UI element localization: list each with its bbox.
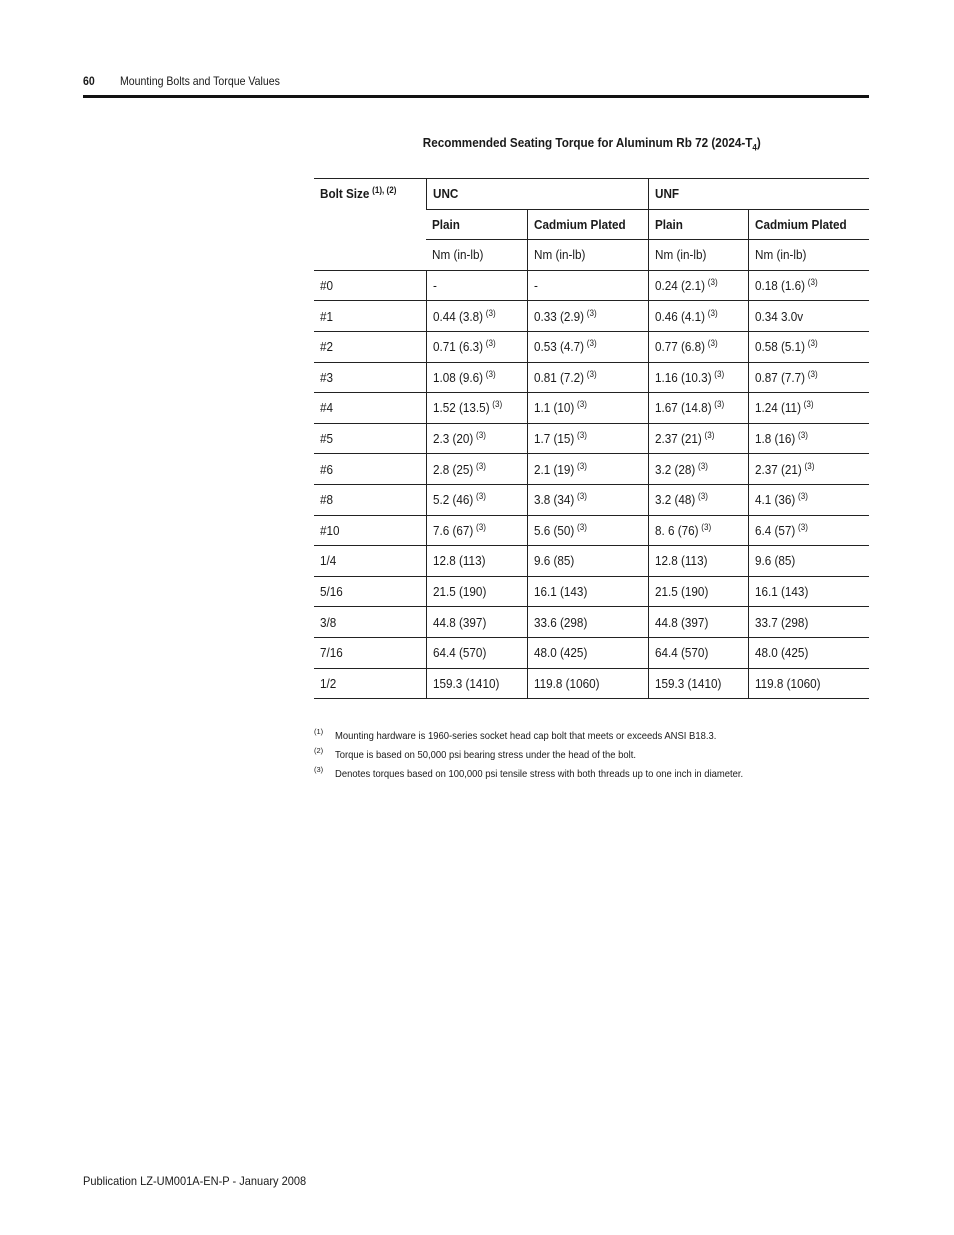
torque-value-cell bbox=[648, 637, 748, 668]
torque-value: 33.6 (298) bbox=[533, 614, 587, 630]
torque-value-cell bbox=[648, 576, 748, 607]
unc-cadmium-header: Cadmium Plated bbox=[527, 209, 648, 240]
torque-value-cell bbox=[527, 515, 648, 546]
torque-value-cell bbox=[527, 607, 648, 638]
table-header-row bbox=[314, 179, 869, 210]
torque-value-cell bbox=[426, 393, 527, 424]
torque-value-cell bbox=[748, 484, 869, 515]
torque-value: 1.08 (9.6) bbox=[432, 369, 483, 385]
torque-value: 2.37 (21) bbox=[654, 431, 702, 447]
footnote-mark: (2) bbox=[314, 746, 324, 755]
torque-value-cell bbox=[748, 576, 869, 607]
table-row bbox=[314, 454, 869, 485]
torque-value-cell bbox=[426, 270, 527, 301]
torque-value: 9.6 (85) bbox=[754, 553, 795, 569]
footnote bbox=[314, 727, 869, 749]
torque-value: 2.8 (25) bbox=[432, 461, 473, 477]
table-row bbox=[314, 515, 869, 546]
torque-value: 3.2 (48) bbox=[654, 492, 695, 508]
torque-value: 0.53 (4.7) bbox=[533, 339, 584, 355]
torque-value-cell bbox=[527, 637, 648, 668]
torque-value: 16.1 (143) bbox=[754, 584, 808, 600]
torque-value-cell bbox=[748, 546, 869, 577]
torque-value-cell bbox=[426, 576, 527, 607]
bolt-size-cell: 1/2 bbox=[314, 668, 426, 699]
caption-text: Recommended Seating Torque for Aluminum Rb 72 (2024-T bbox=[422, 135, 753, 150]
bolt-size-cell: 1/4 bbox=[314, 546, 426, 577]
torque-value: - bbox=[432, 278, 437, 294]
torque-value: 8. 6 (76) bbox=[654, 522, 699, 538]
footnote-text: Mounting hardware is 1960-series socket head cap bolt that meets or exceeds ANSI B18.3. bbox=[335, 730, 717, 742]
torque-value-cell bbox=[527, 270, 648, 301]
unit-cell: Nm (in-lb) bbox=[426, 240, 527, 271]
footnote-ref: (3) bbox=[485, 368, 496, 379]
footnote-ref: (3) bbox=[707, 307, 718, 318]
footnote-ref: (3) bbox=[713, 368, 724, 379]
footnote-ref: (3) bbox=[797, 491, 808, 502]
torque-value: 21.5 (190) bbox=[654, 584, 708, 600]
torque-value-cell bbox=[648, 362, 748, 393]
bolt-size-cell: #1 bbox=[314, 301, 426, 332]
unf-cadmium-header: Cadmium Plated bbox=[748, 209, 869, 240]
bolt-size-header bbox=[314, 179, 426, 271]
bolt-size-label: Bolt Size bbox=[320, 186, 370, 201]
torque-value: 44.8 (397) bbox=[654, 614, 708, 630]
torque-value-cell bbox=[426, 454, 527, 485]
torque-value: 0.44 (3.8) bbox=[432, 308, 483, 324]
footnote-ref: (3) bbox=[697, 460, 708, 471]
table-row bbox=[314, 393, 869, 424]
header-rule bbox=[83, 95, 869, 98]
torque-value: 1.8 (16) bbox=[754, 431, 795, 447]
torque-value: 119.8 (1060) bbox=[754, 675, 821, 691]
torque-value: 48.0 (425) bbox=[533, 645, 587, 661]
bolt-size-cell: #10 bbox=[314, 515, 426, 546]
torque-value: 159.3 (1410) bbox=[654, 675, 721, 691]
table-row bbox=[314, 331, 869, 362]
torque-value: 12.8 (113) bbox=[654, 553, 707, 569]
torque-value: 2.1 (19) bbox=[533, 461, 574, 477]
torque-value: 1.52 (13.5) bbox=[432, 400, 490, 416]
torque-value-cell bbox=[648, 515, 748, 546]
torque-value-cell bbox=[748, 607, 869, 638]
footnote-ref: (3) bbox=[704, 430, 714, 441]
torque-value: 0.33 (2.9) bbox=[533, 308, 584, 324]
torque-value-cell bbox=[648, 423, 748, 454]
torque-value: 1.24 (11) bbox=[754, 400, 801, 416]
torque-value-cell bbox=[527, 484, 648, 515]
page-number: 60 bbox=[83, 74, 95, 88]
table-row bbox=[314, 546, 869, 577]
footnote-ref: (3) bbox=[700, 521, 711, 532]
torque-value-cell bbox=[426, 637, 527, 668]
bolt-size-cell: 3/8 bbox=[314, 607, 426, 638]
bolt-size-cell: 7/16 bbox=[314, 637, 426, 668]
footnote-ref: (3) bbox=[797, 430, 808, 441]
torque-value: 0.81 (7.2) bbox=[533, 369, 584, 385]
torque-value-cell bbox=[527, 301, 648, 332]
torque-value-cell bbox=[426, 546, 527, 577]
bolt-size-cell: #5 bbox=[314, 423, 426, 454]
unf-plain-header: Plain bbox=[648, 209, 748, 240]
torque-value-cell bbox=[648, 668, 748, 699]
torque-value-cell bbox=[527, 393, 648, 424]
torque-value: 3.8 (34) bbox=[533, 492, 574, 508]
unit-cell: Nm (in-lb) bbox=[648, 240, 748, 271]
torque-value: 0.87 (7.7) bbox=[754, 369, 805, 385]
torque-value: 64.4 (570) bbox=[654, 645, 708, 661]
footnote-ref: (3) bbox=[576, 460, 587, 471]
torque-value-cell bbox=[426, 423, 527, 454]
torque-value: 0.71 (6.3) bbox=[432, 339, 483, 355]
group-unf-header: UNF bbox=[648, 179, 869, 210]
footnote-ref: (3) bbox=[697, 491, 708, 502]
torque-value-cell bbox=[748, 362, 869, 393]
footnote-ref: (3) bbox=[586, 338, 597, 349]
torque-value-cell bbox=[426, 515, 527, 546]
torque-value-cell bbox=[426, 301, 527, 332]
footnote-ref: (3) bbox=[713, 399, 724, 410]
bolt-size-cell: #4 bbox=[314, 393, 426, 424]
torque-value-cell bbox=[527, 576, 648, 607]
footnote-ref: (3) bbox=[475, 430, 486, 441]
footnote-ref: (3) bbox=[475, 460, 486, 471]
page-header bbox=[83, 72, 869, 94]
torque-table bbox=[314, 178, 869, 699]
torque-value: 0.77 (6.8) bbox=[654, 339, 705, 355]
torque-value: 44.8 (397) bbox=[432, 614, 486, 630]
group-unc-header: UNC bbox=[426, 179, 648, 210]
footnote bbox=[314, 765, 869, 787]
footnote-ref: (3) bbox=[475, 491, 486, 502]
torque-value: 3.2 (28) bbox=[654, 461, 695, 477]
table-row bbox=[314, 668, 869, 699]
footnote-ref: (3) bbox=[797, 521, 808, 532]
torque-value: 1.16 (10.3) bbox=[654, 369, 712, 385]
bolt-size-cell: #2 bbox=[314, 331, 426, 362]
torque-value-cell bbox=[527, 423, 648, 454]
footnote-mark: (1) bbox=[314, 727, 324, 736]
torque-value-cell bbox=[748, 393, 869, 424]
torque-value-cell bbox=[527, 454, 648, 485]
torque-value-cell bbox=[748, 637, 869, 668]
caption-subscript: 4 bbox=[752, 142, 757, 153]
torque-value: 5.6 (50) bbox=[533, 522, 574, 538]
torque-value-cell bbox=[426, 607, 527, 638]
unit-cell: Nm (in-lb) bbox=[748, 240, 869, 271]
section-title: Mounting Bolts and Torque Values bbox=[120, 74, 280, 88]
torque-value-cell bbox=[648, 331, 748, 362]
table-row bbox=[314, 637, 869, 668]
torque-value: 2.37 (21) bbox=[754, 461, 802, 477]
torque-value-cell bbox=[648, 484, 748, 515]
table-row bbox=[314, 270, 869, 301]
page-footer: Publication LZ-UM001A-EN-P - January 2008 bbox=[83, 1174, 307, 1188]
torque-value: 4.1 (36) bbox=[754, 492, 795, 508]
torque-value: 9.6 (85) bbox=[533, 553, 574, 569]
footnote-ref: (3) bbox=[586, 307, 597, 318]
footnote-ref: (3) bbox=[807, 338, 818, 349]
bolt-size-cell: #3 bbox=[314, 362, 426, 393]
table-row bbox=[314, 301, 869, 332]
footnote-ref: (3) bbox=[576, 521, 587, 532]
footnote-mark: (3) bbox=[314, 765, 324, 774]
footnote-ref: (3) bbox=[707, 277, 718, 288]
torque-value-cell bbox=[648, 546, 748, 577]
torque-value-cell bbox=[426, 331, 527, 362]
torque-value-cell bbox=[648, 301, 748, 332]
torque-value: 0.34 3.0v bbox=[754, 308, 803, 324]
torque-value-cell bbox=[748, 668, 869, 699]
footnote-ref: (3) bbox=[475, 521, 486, 532]
torque-value-cell bbox=[527, 546, 648, 577]
torque-value: 64.4 (570) bbox=[432, 645, 486, 661]
table-row bbox=[314, 484, 869, 515]
torque-value: 12.8 (113) bbox=[432, 553, 485, 569]
torque-value: 16.1 (143) bbox=[533, 584, 587, 600]
torque-value: 7.6 (67) bbox=[432, 522, 473, 538]
unit-cell: Nm (in-lb) bbox=[527, 240, 648, 271]
footnote-ref: (3) bbox=[807, 368, 818, 379]
torque-value: 1.1 (10) bbox=[533, 400, 574, 416]
footnote-ref: (3) bbox=[576, 430, 587, 441]
bolt-size-cell: 5/16 bbox=[314, 576, 426, 607]
table-row bbox=[314, 576, 869, 607]
torque-value: 119.8 (1060) bbox=[533, 675, 599, 691]
torque-value-cell bbox=[426, 668, 527, 699]
unc-plain-header: Plain bbox=[426, 209, 527, 240]
torque-value: 2.3 (20) bbox=[432, 431, 473, 447]
torque-value-cell bbox=[748, 423, 869, 454]
caption-end: ) bbox=[756, 135, 761, 150]
torque-value: 21.5 (190) bbox=[432, 584, 486, 600]
torque-value: 159.3 (1410) bbox=[432, 675, 499, 691]
torque-value-cell bbox=[748, 270, 869, 301]
torque-value-cell bbox=[527, 668, 648, 699]
torque-value: 1.7 (15) bbox=[533, 431, 574, 447]
footnote-ref: (3) bbox=[586, 368, 597, 379]
torque-value: 0.18 (1.6) bbox=[754, 278, 805, 294]
torque-value: 33.7 (298) bbox=[754, 614, 808, 630]
footnotes bbox=[314, 727, 869, 787]
footnote-ref: (3) bbox=[485, 307, 496, 318]
torque-value-cell bbox=[748, 331, 869, 362]
table-caption bbox=[314, 135, 869, 153]
torque-value-cell bbox=[748, 515, 869, 546]
footnote-ref: (3) bbox=[576, 399, 587, 410]
footnote-ref: (3) bbox=[707, 338, 718, 349]
torque-value: 0.58 (5.1) bbox=[754, 339, 805, 355]
footnote bbox=[314, 746, 869, 768]
footnote-ref: (3) bbox=[485, 338, 496, 349]
footnote-text: Torque is based on 50,000 psi bearing stress under the head of the bolt. bbox=[335, 749, 637, 761]
torque-value: 6.4 (57) bbox=[754, 522, 795, 538]
footnote-ref: (3) bbox=[804, 460, 814, 471]
torque-value-cell bbox=[426, 362, 527, 393]
footnote-ref: (3) bbox=[803, 399, 814, 410]
torque-value: - bbox=[533, 278, 538, 294]
torque-value: 0.46 (4.1) bbox=[654, 308, 705, 324]
torque-value: 5.2 (46) bbox=[432, 492, 473, 508]
bolt-size-notes: (1), (2) bbox=[372, 185, 397, 195]
torque-value-cell bbox=[648, 607, 748, 638]
torque-value-cell bbox=[648, 393, 748, 424]
bolt-size-cell: #8 bbox=[314, 484, 426, 515]
footnote-ref: (3) bbox=[491, 399, 502, 410]
footnote-ref: (3) bbox=[576, 491, 587, 502]
footnote-text: Denotes torques based on 100,000 psi tensile stress with both threads up to one inch in diameter. bbox=[335, 768, 744, 780]
torque-value-cell bbox=[648, 454, 748, 485]
torque-value-cell bbox=[527, 331, 648, 362]
torque-value: 48.0 (425) bbox=[754, 645, 808, 661]
bolt-size-cell: #6 bbox=[314, 454, 426, 485]
table-row bbox=[314, 362, 869, 393]
torque-value-cell bbox=[527, 362, 648, 393]
torque-value-cell bbox=[648, 270, 748, 301]
torque-value: 1.67 (14.8) bbox=[654, 400, 712, 416]
torque-value: 0.24 (2.1) bbox=[654, 278, 705, 294]
torque-value-cell bbox=[748, 454, 869, 485]
table-row bbox=[314, 423, 869, 454]
torque-value-cell bbox=[426, 484, 527, 515]
footnote-ref: (3) bbox=[807, 277, 818, 288]
table-row bbox=[314, 607, 869, 638]
bolt-size-cell: #0 bbox=[314, 270, 426, 301]
torque-value-cell bbox=[748, 301, 869, 332]
